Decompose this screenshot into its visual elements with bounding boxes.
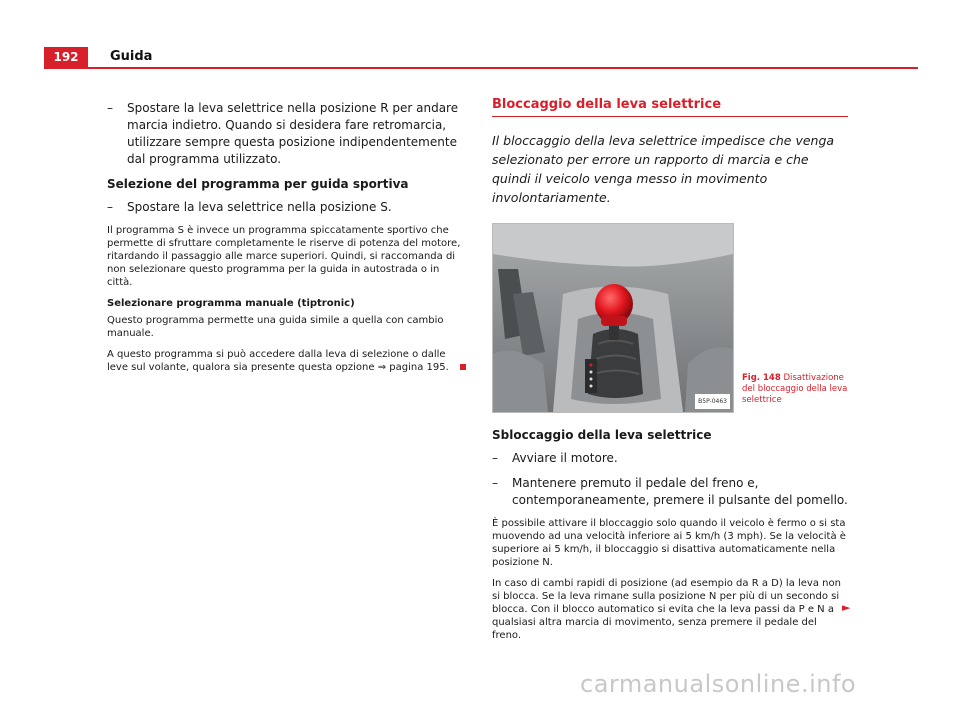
item-text: Spostare la leva selettrice nella posizione R per andare marcia indietro. Quando si desidera fare retromarcia, utilizzare sempre questa posizione indipendentemente dal programma utilizzato.	[127, 101, 459, 166]
item-text: Mantenere premuto il pedale del freno e, contemporaneamente, premere il pulsante del pomello.	[512, 476, 848, 507]
list-item	[107, 199, 463, 216]
section-end-icon	[460, 364, 466, 370]
list-item	[492, 450, 848, 467]
paragraph	[492, 577, 851, 642]
intro-text: Il bloccaggio della leva selettrice impedisce che venga selezionato per errore un rapporto di marcia e che quindi il veicolo venga messo in movimento involontariamente.	[492, 133, 835, 205]
caption-label: Fig. 148	[742, 373, 781, 383]
dash-bullet: –	[107, 200, 113, 214]
item-text: Avviare il motore.	[512, 451, 618, 465]
manual-heading: Selezionare programma manuale (tiptronic)	[107, 298, 355, 309]
figure-code: B5P-0463	[695, 394, 730, 409]
paragraph-text: In caso di cambi rapidi di posizione (ad esempio da R a D) la leva non si blocca. Se la leva rimane sulla posizione N per più di un secondo si blocca. Con il blocco automatico si evita che la leva passi da P e N a qualsiasi altra marcia di movimento, senza premere il pedale del freno.	[492, 578, 841, 641]
right-title: Bloccaggio della leva selettrice	[492, 98, 848, 117]
gear-lever-photo	[492, 223, 734, 413]
right-column	[492, 97, 851, 650]
header-rule	[44, 67, 918, 69]
caption-text: Disattivazione del bloccaggio della leva selettrice	[742, 373, 848, 405]
continue-arrow-icon: ►	[842, 601, 851, 614]
figure-caption	[742, 373, 852, 406]
list-item	[492, 475, 848, 509]
paragraph: Questo programma permette una guida simile a quella con cambio manuale.	[107, 315, 444, 339]
left-column	[107, 100, 463, 382]
paragraph: Il programma S è invece un programma spiccatamente sportivo che permette di sfruttare completamente le riserve di potenza del motore, ritardando il passaggio alle marce superiori. Quindi, si raccomanda di non selezionare questo programma per la guida in autostrada o in città.	[107, 225, 461, 288]
item-text: Spostare la leva selettrice nella posizione S.	[127, 200, 392, 214]
dash-bullet: –	[492, 451, 498, 465]
unlock-heading: Sbloccaggio della leva selettrice	[492, 428, 712, 442]
paragraph: È possibile attivare il bloccaggio solo quando il veicolo è fermo o si sta muovendo ad una velocità inferiore ai 5 km/h (3 mph). Se la velocità è superiore ai 5 km/h, il bloccaggio si disattiva automaticamente nella posizione N.	[492, 518, 846, 568]
dash-bullet: –	[492, 476, 498, 490]
figure	[492, 223, 848, 415]
gear-lever-illustration	[493, 224, 733, 412]
list-item	[107, 100, 463, 168]
paragraph	[107, 348, 463, 374]
sport-heading: Selezione del programma per guida sportiva	[107, 177, 409, 191]
paragraph-text: A questo programma si può accedere dalla leva di selezione o dalle leve sul volante, qualora sia presente questa opzione ⇒ pagina 195.	[107, 349, 449, 373]
section-title: Guida	[110, 49, 153, 64]
dash-bullet: –	[107, 101, 113, 115]
watermark: carmanualsonline.info	[580, 670, 857, 698]
page-number: 192	[44, 47, 88, 67]
